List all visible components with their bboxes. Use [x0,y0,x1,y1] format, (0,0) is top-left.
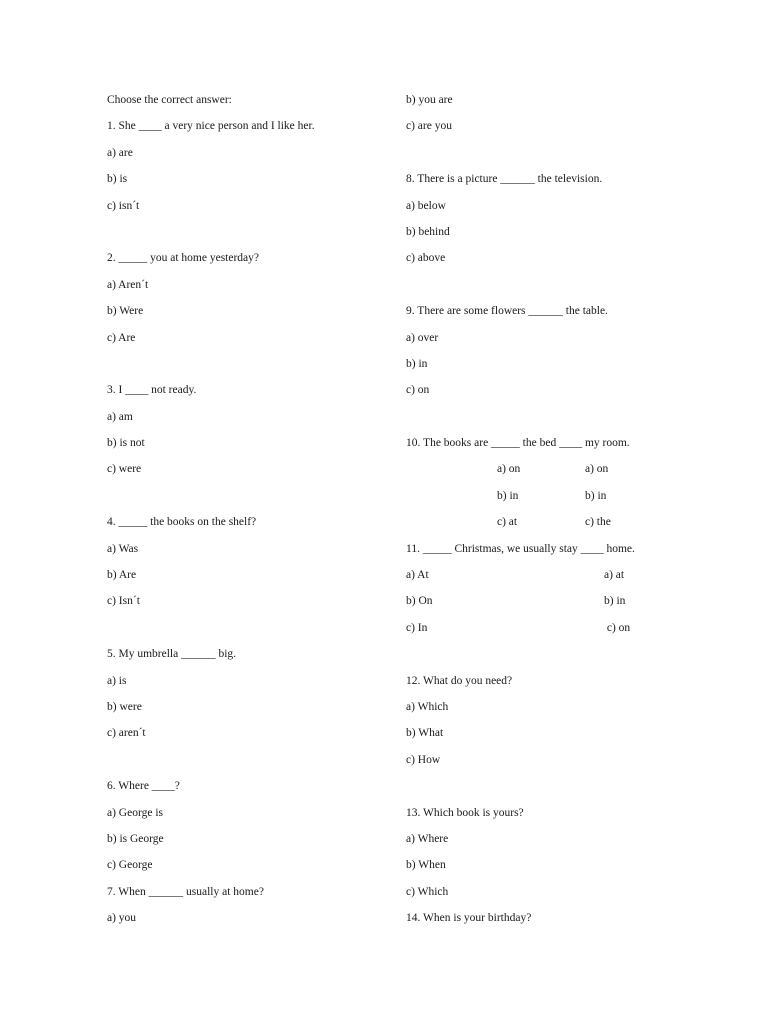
q10-second-option-c: c) the [585,516,611,529]
q4-option-c: c) Isn´t [107,595,140,608]
question-4: 4. _____ the books on the shelf? [107,516,257,529]
spacer [107,487,392,513]
q11-second-option-a: a) at [604,569,625,582]
q8-option-c: c) above [406,252,446,265]
q12-option-a: a) Which [406,700,449,713]
q13-option-b: b) When [406,859,446,872]
spacer [107,223,392,249]
q8-option-b: b) behind [406,225,450,238]
spacer [107,751,392,777]
question-5: 5. My umbrella ______ big. [107,648,237,661]
right-column [406,91,706,936]
q11-first-option-a: a) At [406,569,429,582]
q12-option-c: c) How [406,753,441,766]
q5-option-a: a) is [107,674,127,687]
q8-option-a: a) below [406,199,446,212]
q2-option-c: c) Are [107,331,136,344]
q1-option-b: b) is [107,173,128,186]
q11-option-row-a [406,566,706,592]
q11-second-option-b: b) in [604,595,626,608]
left-column [107,91,392,936]
spacer [107,355,392,381]
question-12: 12. What do you need? [406,674,513,687]
spacer [107,619,392,645]
q6-option-c: c) George [107,859,153,872]
q3-option-a: a) am [107,410,133,423]
q9-option-c: c) on [406,384,430,397]
question-1: 1. She ____ a very nice person and I like her. [107,120,315,133]
q2-option-a: a) Aren´t [107,278,149,291]
q10-first-option-b: b) in [497,489,519,502]
q5-option-b: b) were [107,700,142,713]
spacer [406,276,706,302]
q10-option-row-a [406,460,706,486]
q11-first-option-c: c) In [406,621,428,634]
question-8: 8. There is a picture ______ the television. [406,173,603,186]
q10-second-option-a: a) on [585,463,609,476]
q3-option-b: b) is not [107,437,145,450]
q9-option-a: a) over [406,331,439,344]
instructions: Choose the correct answer: [107,94,232,106]
q10-option-row-c [406,513,706,539]
q6-option-b: b) is George [107,832,164,845]
q11-first-option-b: b) On [406,595,433,608]
question-6: 6. Where ____? [107,780,180,793]
q4-option-b: b) Are [107,569,137,582]
q1-option-c: c) isn´t [107,199,140,212]
q9-option-b: b) in [406,357,428,370]
q7-option-c: c) are you [406,120,452,133]
q10-first-option-a: a) on [497,463,521,476]
question-14: 14. When is your birthday? [406,912,532,925]
spacer [406,777,706,803]
q5-option-c: c) aren´t [107,727,146,740]
q13-option-a: a) Where [406,832,449,845]
question-2: 2. _____ you at home yesterday? [107,252,260,265]
q2-option-b: b) Were [107,305,144,318]
q7-option-b: b) you are [406,94,453,106]
spacer [406,645,706,671]
q12-option-b: b) What [406,727,444,740]
q10-second-option-b: b) in [585,489,607,502]
spacer [406,408,706,434]
q10-option-row-b [406,487,706,513]
q11-option-row-b [406,592,706,618]
q6-option-a: a) George is [107,806,163,819]
q3-option-c: c) were [107,463,142,476]
q11-second-option-c: c) on [604,621,631,634]
question-7: 7. When ______ usually at home? [107,885,264,898]
q11-option-row-c [406,619,706,645]
spacer [406,144,706,170]
question-10: 10. The books are _____ the bed ____ my room. [406,437,630,450]
q4-option-a: a) Was [107,542,139,555]
q10-first-option-c: c) at [497,516,518,529]
question-3: 3. I ____ not ready. [107,384,197,397]
q13-option-c: c) Which [406,885,449,898]
q1-option-a: a) are [107,146,133,159]
q7-option-a: a) you [107,912,137,925]
question-13: 13. Which book is yours? [406,806,524,819]
question-9: 9. There are some flowers ______ the table. [406,305,608,318]
question-11: 11. _____ Christmas, we usually stay ____ home. [406,542,635,555]
